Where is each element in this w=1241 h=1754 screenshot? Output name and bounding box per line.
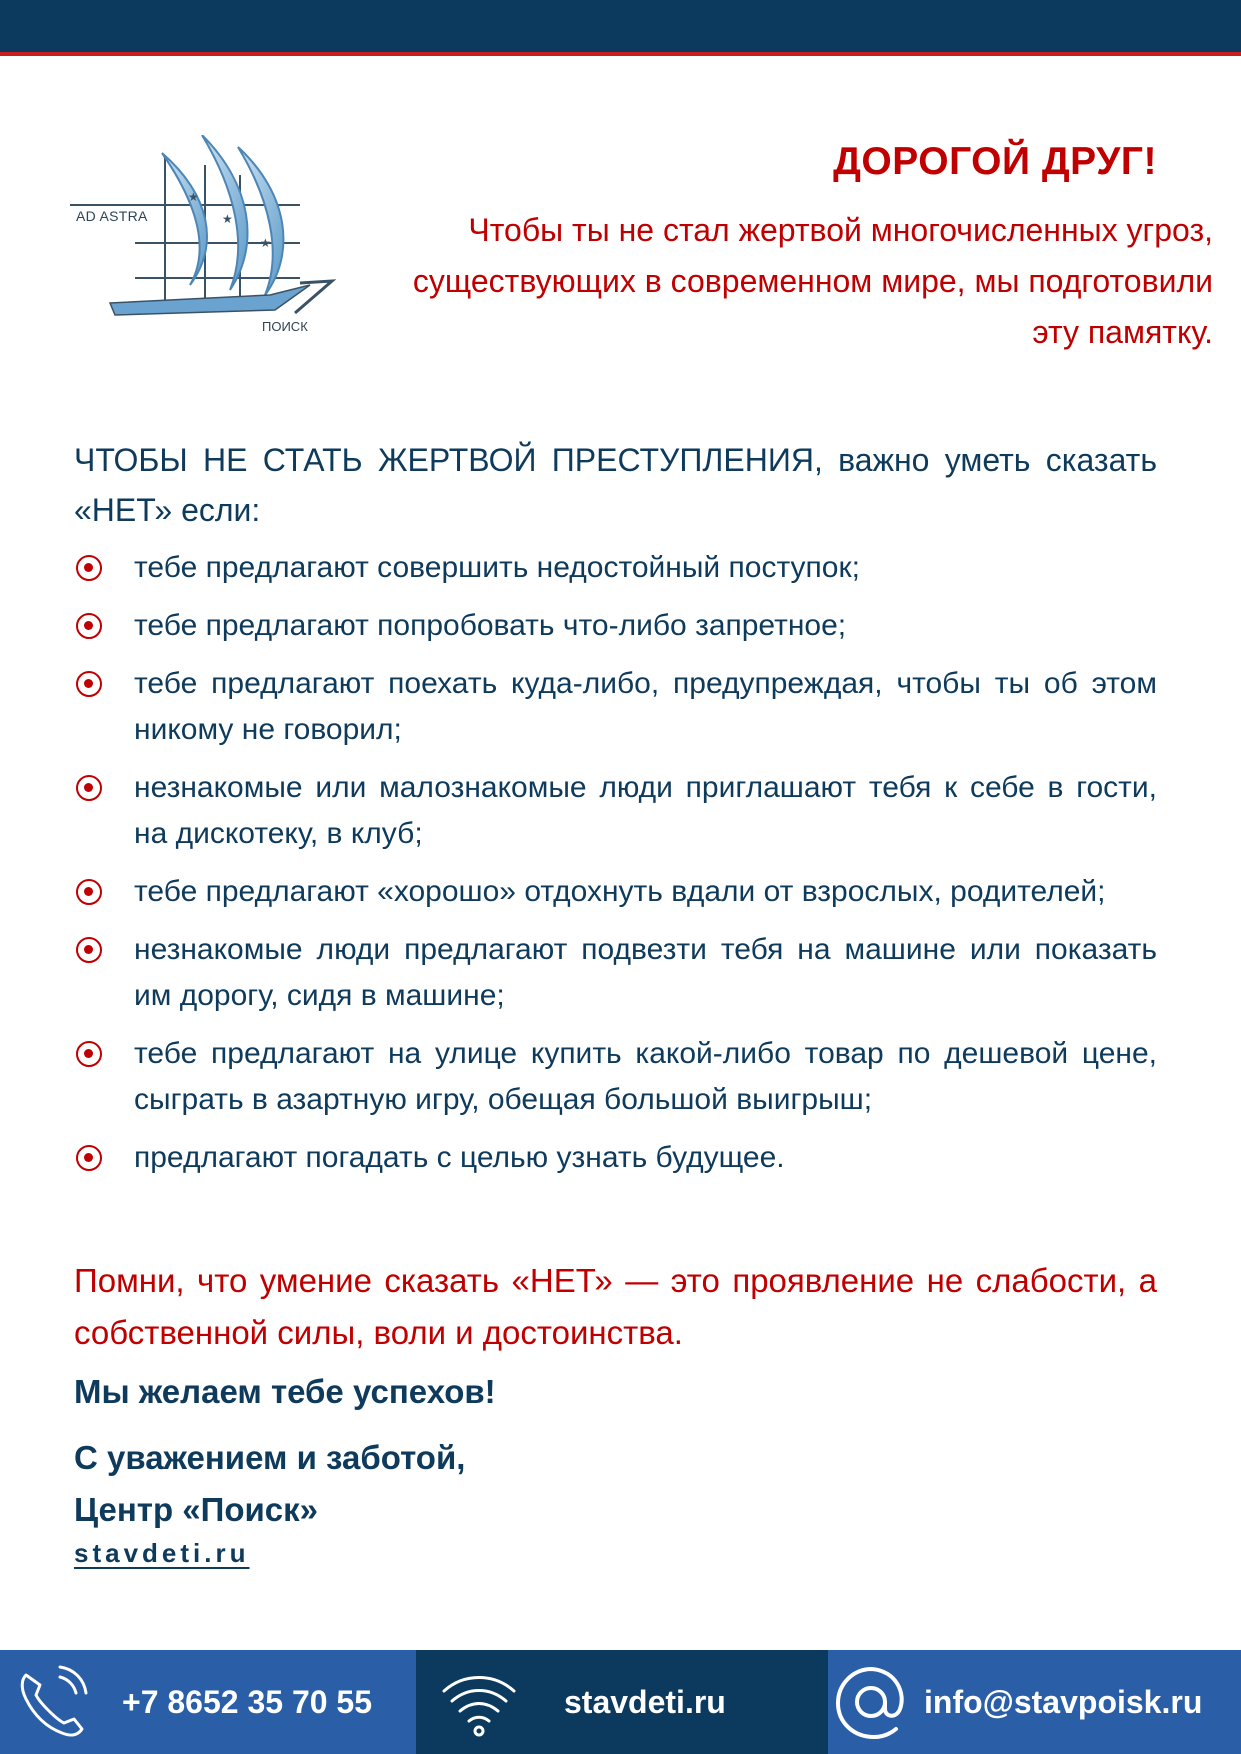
- center-logo: [70, 135, 360, 350]
- list-item: [74, 927, 1157, 1019]
- list-item-text: тебе предлагают попробовать что-либо запретное;: [134, 609, 847, 642]
- bullet-circle-icon: [76, 1041, 102, 1067]
- bullet-circle-icon: [76, 613, 102, 639]
- bullet-circle-icon: [76, 1145, 102, 1171]
- list-item-text: тебе предлагают совершить недостойный поступок;: [134, 551, 860, 584]
- top-header-band: [0, 0, 1241, 56]
- list-item-text: тебе предлагают поехать куда-либо, предупреждая, чтобы ты об этом никому не говорил;: [134, 667, 1157, 746]
- list-item: [74, 545, 1157, 591]
- signature-block: [74, 1432, 465, 1536]
- list-item: [74, 869, 1157, 915]
- bullet-circle-icon: [76, 671, 102, 697]
- list-item-text: тебе предлагают на улице купить какой-либо товар по дешевой цене, сыграть в азартную игру, обещая большой выигрыш;: [134, 1037, 1157, 1116]
- footer-phone[interactable]: [0, 1650, 416, 1754]
- list-item: [74, 661, 1157, 753]
- phone-icon: [12, 1661, 94, 1743]
- svg-text:★: ★: [222, 212, 233, 226]
- logo-text-poisk: ПОИСК: [262, 319, 308, 334]
- footer-email[interactable]: [828, 1650, 1241, 1754]
- sailboat-logo-icon: [70, 135, 360, 350]
- bullet-circle-icon: [76, 937, 102, 963]
- wish-text: Мы желаем тебе успехов!: [74, 1373, 496, 1410]
- at-sign-icon: [830, 1661, 912, 1743]
- footer-phone-text: +7 8652 35 70 55: [122, 1683, 373, 1720]
- svg-text:★: ★: [188, 190, 199, 204]
- bullet-circle-icon: [76, 555, 102, 581]
- footer-email-text: info@stavpoisk.ru: [924, 1683, 1203, 1720]
- footer-website[interactable]: [416, 1650, 828, 1754]
- list-item: [74, 1031, 1157, 1123]
- website-link[interactable]: stavdeti.ru: [74, 1538, 250, 1568]
- intro-text: Чтобы ты не стал жертвой многочисленных угроз, существующих в современном мире, мы подготовили эту памятку.: [412, 212, 1213, 350]
- list-item: [74, 765, 1157, 857]
- contact-footer: [0, 1650, 1241, 1754]
- list-item: [74, 603, 1157, 649]
- signature-line-1: С уважением и заботой,: [74, 1439, 466, 1476]
- wifi-icon: [438, 1661, 520, 1743]
- remember-paragraph: Помни, что умение сказать «НЕТ» — это проявление не слабости, а собственной силы, воли и достоинства.: [74, 1262, 1157, 1351]
- svg-text:★: ★: [260, 236, 271, 250]
- list-item-text: незнакомые или малознакомые люди приглашают тебя к себе в гости, на дискотеку, в клуб;: [134, 771, 1157, 850]
- greeting-heading: ДОРОГОЙ ДРУГ!: [833, 140, 1157, 183]
- logo-text-ad-astra: AD ASTRA: [76, 208, 148, 224]
- lead-paragraph: ЧТОБЫ НЕ СТАТЬ ЖЕРТВОЙ ПРЕСТУПЛЕНИЯ, важно уметь сказать «НЕТ» если:: [74, 442, 1157, 528]
- list-item-text: незнакомые люди предлагают подвезти тебя на машине или показать им дорогу, сидя в машине;: [134, 933, 1157, 1012]
- warning-list: [74, 545, 1157, 1193]
- signature-line-2: Центр «Поиск»: [74, 1491, 319, 1528]
- bullet-circle-icon: [76, 775, 102, 801]
- footer-website-text: stavdeti.ru: [564, 1683, 726, 1720]
- bullet-circle-icon: [76, 879, 102, 905]
- list-item-text: предлагают погадать с целью узнать будущее.: [134, 1141, 785, 1174]
- list-item-text: тебе предлагают «хорошо» отдохнуть вдали от взрослых, родителей;: [134, 875, 1106, 908]
- list-item: [74, 1135, 1157, 1181]
